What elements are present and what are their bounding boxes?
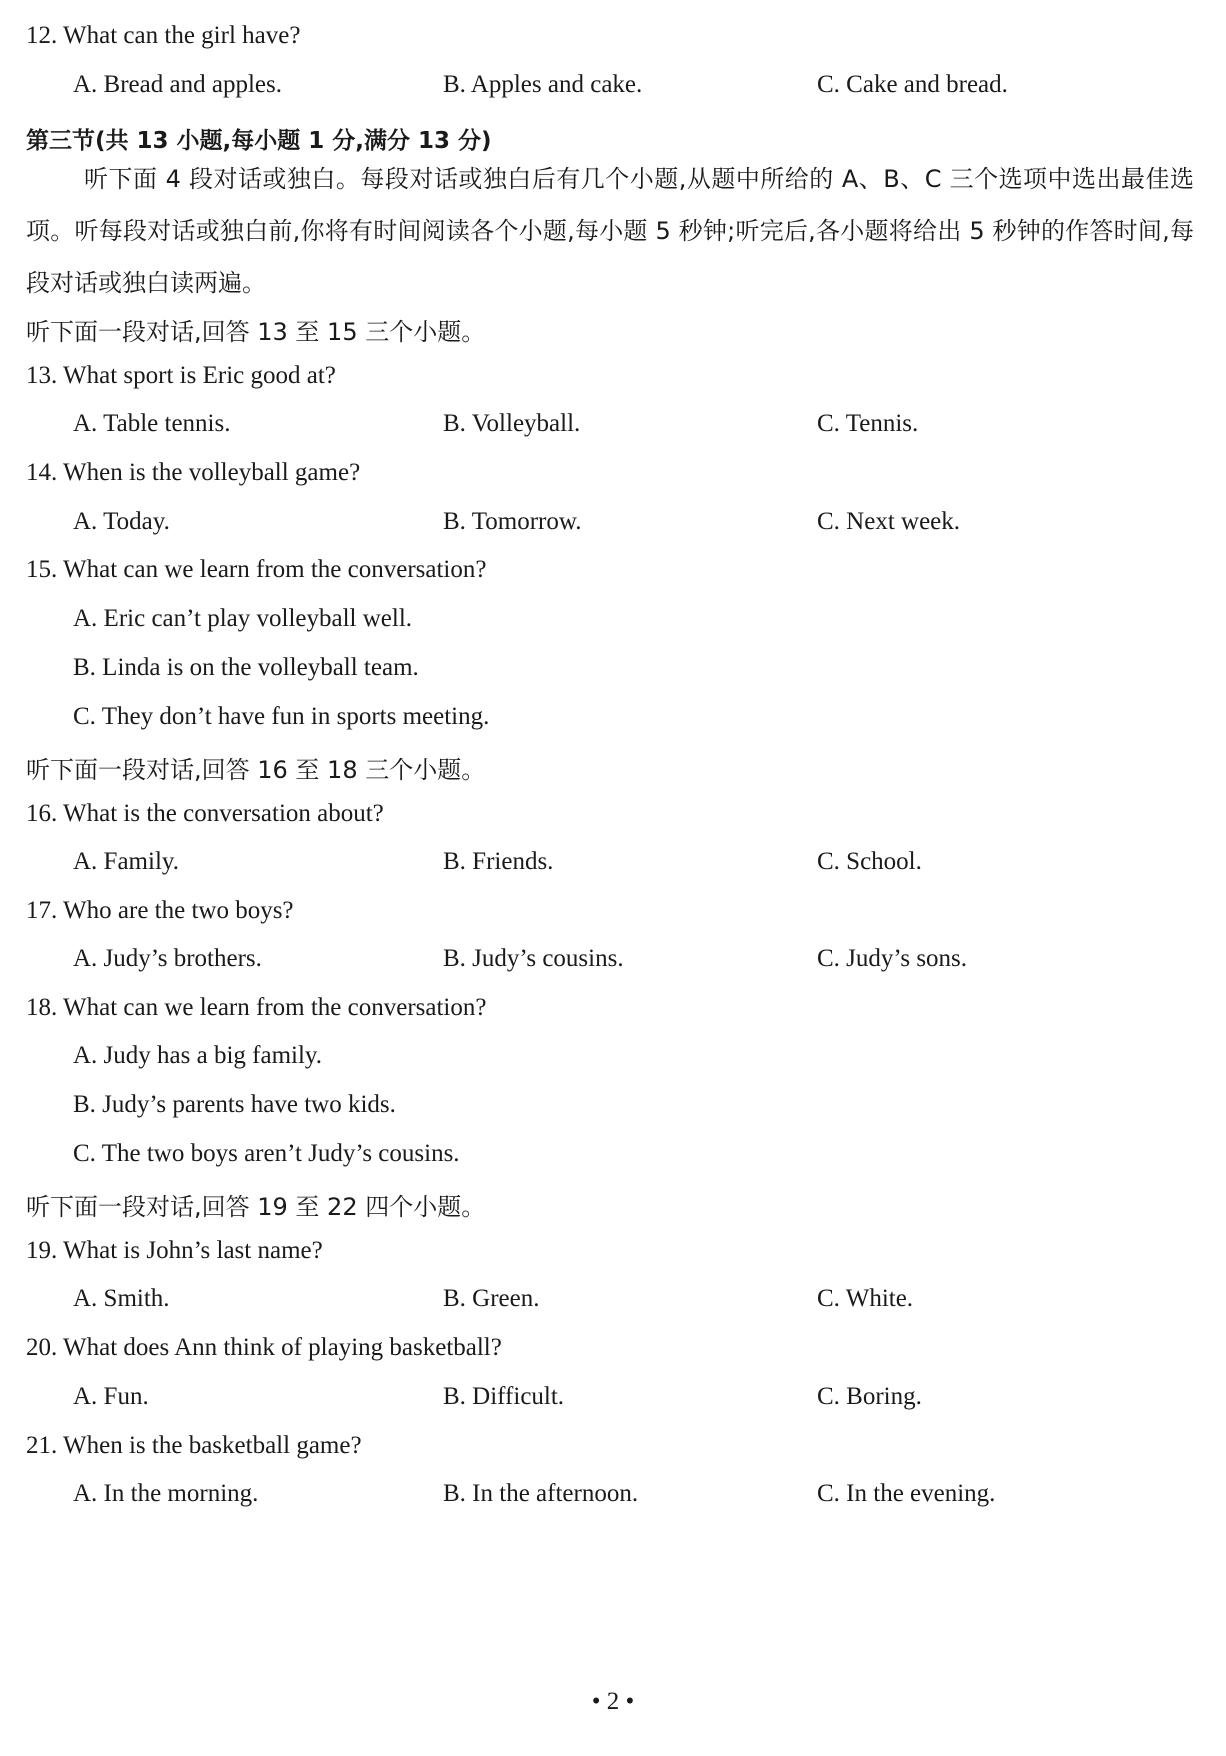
question-19: 19. What is John’s last name?	[26, 1237, 323, 1264]
option-15-a: A. Eric can’t play volleyball well.	[73, 605, 413, 632]
options-17	[0, 945, 1226, 979]
option-21-a: A. In the morning.	[73, 1480, 259, 1507]
section-3-heading: 第三节(共 13 小题,每小题 1 分,满分 13 分)	[26, 128, 492, 154]
option-14-a: A. Today.	[73, 508, 170, 535]
dialog-2-intro: 听下面一段对话,回答 16 至 18 三个小题。	[26, 756, 486, 784]
option-17-b: B. Judy’s cousins.	[443, 945, 624, 972]
option-18-b: B. Judy’s parents have two kids.	[73, 1091, 396, 1118]
option-14-c: C. Next week.	[817, 508, 961, 535]
question-18: 18. What can we learn from the conversation?	[26, 994, 487, 1021]
option-19-b: B. Green.	[443, 1285, 540, 1312]
option-13-a: A. Table tennis.	[73, 410, 231, 437]
option-21-c: C. In the evening.	[817, 1480, 996, 1507]
options-16	[0, 848, 1226, 882]
question-20: 20. What does Ann think of playing basketball?	[26, 1334, 502, 1361]
option-17-c: C. Judy’s sons.	[817, 945, 968, 972]
question-13: 13. What sport is Eric good at?	[26, 362, 336, 389]
page-number: • 2 •	[591, 1688, 635, 1715]
options-19	[0, 1285, 1226, 1319]
option-16-c: C. School.	[817, 848, 922, 875]
options-21	[0, 1480, 1226, 1514]
option-18-a: A. Judy has a big family.	[73, 1042, 323, 1069]
question-17: 17. Who are the two boys?	[26, 897, 294, 924]
option-21-b: B. In the afternoon.	[443, 1480, 639, 1507]
option-12-c: C. Cake and bread.	[817, 71, 1008, 98]
question-15: 15. What can we learn from the conversation?	[26, 556, 487, 583]
dialog-3-intro: 听下面一段对话,回答 19 至 22 四个小题。	[26, 1193, 486, 1221]
option-18-c: C. The two boys aren’t Judy’s cousins.	[73, 1140, 460, 1167]
option-13-b: B. Volleyball.	[443, 410, 581, 437]
options-20	[0, 1383, 1226, 1417]
option-13-c: C. Tennis.	[817, 410, 919, 437]
option-19-a: A. Smith.	[73, 1285, 170, 1312]
option-12-b: B. Apples and cake.	[443, 71, 643, 98]
option-15-c: C. They don’t have fun in sports meeting.	[73, 703, 490, 730]
options-12	[0, 71, 1226, 105]
option-17-a: A. Judy’s brothers.	[73, 945, 262, 972]
option-19-c: C. White.	[817, 1285, 914, 1312]
options-13	[0, 410, 1226, 444]
option-16-b: B. Friends.	[443, 848, 554, 875]
options-14	[0, 508, 1226, 542]
question-16: 16. What is the conversation about?	[26, 800, 384, 827]
dialog-1-intro: 听下面一段对话,回答 13 至 15 三个小题。	[26, 318, 486, 346]
question-21: 21. When is the basketball game?	[26, 1432, 362, 1459]
option-12-a: A. Bread and apples.	[73, 71, 282, 98]
option-16-a: A. Family.	[73, 848, 180, 875]
option-20-b: B. Difficult.	[443, 1383, 565, 1410]
question-14: 14. When is the volleyball game?	[26, 459, 361, 486]
option-20-a: A. Fun.	[73, 1383, 149, 1410]
question-12: 12. What can the girl have?	[26, 22, 301, 49]
option-20-c: C. Boring.	[817, 1383, 922, 1410]
section-3-instructions: 听下面 4 段对话或独白。每段对话或独白后有几个小题,从题中所给的 A、B、C 三个选项中选出最佳选项。听每段对话或独白前,你将有时间阅读各个小题,每小题 5 秒钟;听完后,各小题将给出 5 秒钟的作答时间,每段对话或独白读两遍。	[26, 165, 1194, 297]
option-14-b: B. Tomorrow.	[443, 508, 582, 535]
option-15-b: B. Linda is on the volleyball team.	[73, 654, 419, 681]
